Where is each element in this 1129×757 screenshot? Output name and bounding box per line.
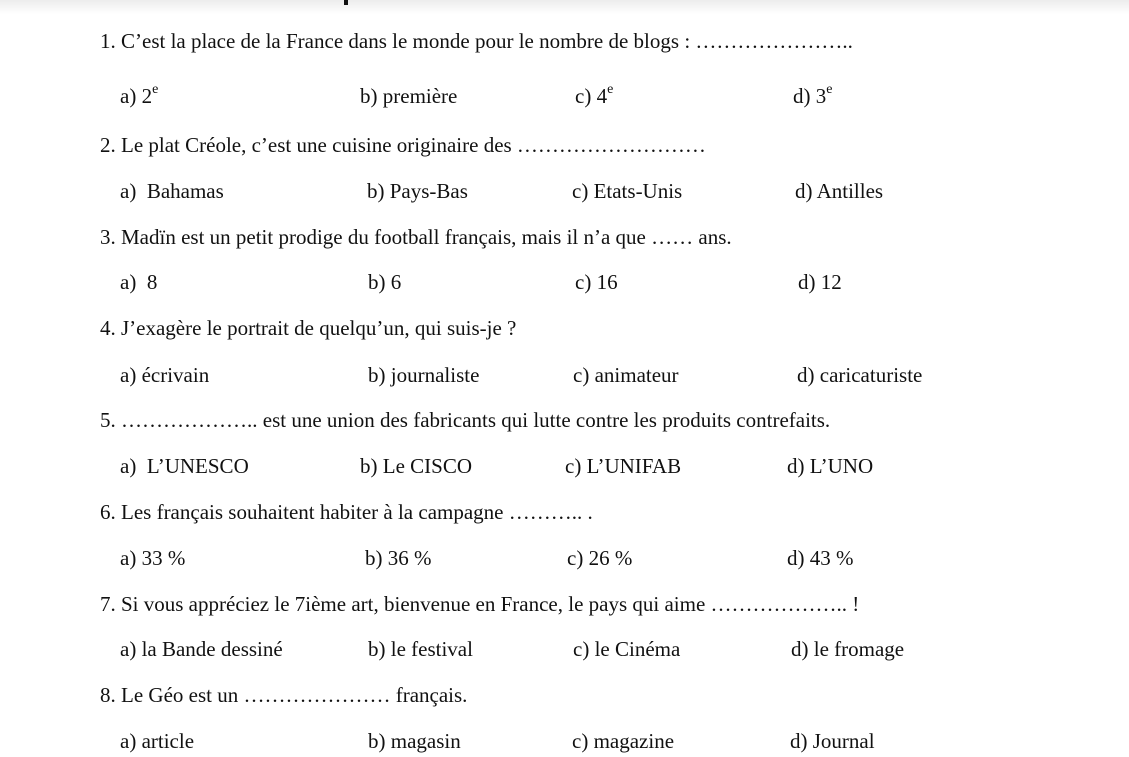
- option-text: 26 %: [588, 546, 633, 570]
- option-text: article: [141, 729, 195, 753]
- option-text: le Cinéma: [594, 637, 681, 661]
- option-7d: [791, 637, 904, 661]
- option-2d: [795, 179, 883, 203]
- option-label: d): [790, 729, 808, 753]
- option-text: écrivain: [141, 363, 210, 387]
- option-text: 3: [815, 84, 827, 108]
- option-superscript: e: [152, 82, 159, 97]
- question-5: [100, 408, 830, 432]
- option-4a: [120, 363, 209, 387]
- option-5b: [360, 454, 472, 478]
- option-text: Bahamas: [141, 179, 224, 203]
- option-text: L’UNO: [809, 454, 874, 478]
- option-label: c): [575, 270, 592, 294]
- question-7: [100, 592, 859, 616]
- option-text: 43 %: [809, 546, 854, 570]
- option-label: b): [368, 270, 386, 294]
- option-6d: [787, 546, 854, 570]
- question-number: 5.: [100, 408, 116, 432]
- option-text: première: [382, 84, 458, 108]
- option-2c: [572, 179, 682, 203]
- option-text: L’UNIFAB: [586, 454, 682, 478]
- option-1d: [793, 84, 832, 108]
- question-number: 6.: [100, 500, 116, 524]
- option-3a: [120, 270, 157, 294]
- option-7a: [120, 637, 283, 661]
- option-8d: [790, 729, 875, 753]
- option-label: d): [787, 546, 805, 570]
- option-text: magazine: [593, 729, 675, 753]
- option-label: c): [572, 179, 589, 203]
- option-label: b): [368, 363, 386, 387]
- option-text: journaliste: [390, 363, 480, 387]
- option-label: a): [120, 637, 137, 661]
- option-6b: [365, 546, 432, 570]
- option-label: d): [795, 179, 813, 203]
- option-label: a): [120, 363, 137, 387]
- question-8: [100, 683, 467, 707]
- option-text: L’UNESCO: [141, 454, 249, 478]
- option-label: b): [367, 179, 385, 203]
- question-1: [100, 29, 853, 53]
- question-number: 8.: [100, 683, 116, 707]
- option-2a: [120, 179, 224, 203]
- option-text: magasin: [390, 729, 461, 753]
- question-number: 3.: [100, 225, 116, 249]
- option-label: b): [360, 84, 378, 108]
- option-8b: [368, 729, 461, 753]
- option-text: 16: [596, 270, 618, 294]
- option-5a: [120, 454, 249, 478]
- option-text: caricaturiste: [819, 363, 923, 387]
- question-3: [100, 225, 732, 249]
- option-superscript: e: [607, 82, 614, 97]
- option-text: 2: [141, 84, 153, 108]
- question-text: C’est la place de la France dans le monde pour le nombre de blogs : …………………..: [121, 29, 853, 53]
- option-text: la Bande dessiné: [141, 637, 283, 661]
- question-text: ……………….. est une union des fabricants qui lutte contre les produits contrefaits.: [121, 408, 831, 432]
- question-6: [100, 500, 593, 524]
- option-label: a): [120, 84, 137, 108]
- cropped-heading-fragment: [344, 0, 348, 5]
- option-label: d): [798, 270, 816, 294]
- option-8a: [120, 729, 194, 753]
- option-text: 4: [596, 84, 608, 108]
- option-3c: [575, 270, 618, 294]
- option-text: Pays-Bas: [389, 179, 468, 203]
- option-label: d): [797, 363, 815, 387]
- option-text: Etats-Unis: [593, 179, 683, 203]
- option-1a: [120, 84, 158, 108]
- option-label: a): [120, 546, 137, 570]
- option-text: 33 %: [141, 546, 186, 570]
- option-label: c): [572, 729, 589, 753]
- question-number: 4.: [100, 316, 116, 340]
- option-3b: [368, 270, 401, 294]
- option-label: a): [120, 270, 137, 294]
- option-5c: [565, 454, 681, 478]
- option-label: d): [791, 637, 809, 661]
- option-label: a): [120, 729, 137, 753]
- question-text: Madïn est un petit prodige du football français, mais il n’a que …… ans.: [121, 225, 732, 249]
- option-label: b): [365, 546, 383, 570]
- option-7b: [368, 637, 473, 661]
- question-number: 1.: [100, 29, 116, 53]
- option-label: b): [368, 637, 386, 661]
- question-text: Les français souhaitent habiter à la campagne ……….. .: [121, 500, 593, 524]
- option-3d: [798, 270, 842, 294]
- option-label: d): [793, 84, 811, 108]
- option-2b: [367, 179, 468, 203]
- option-8c: [572, 729, 674, 753]
- option-label: c): [575, 84, 592, 108]
- option-6c: [567, 546, 632, 570]
- option-label: d): [787, 454, 805, 478]
- option-text: Journal: [812, 729, 875, 753]
- option-4b: [368, 363, 479, 387]
- option-text: 12: [820, 270, 842, 294]
- option-superscript: e: [826, 82, 833, 97]
- option-5d: [787, 454, 873, 478]
- option-6a: [120, 546, 185, 570]
- question-text: Le plat Créole, c’est une cuisine originaire des ………………………: [121, 133, 706, 157]
- question-text: Si vous appréciez le 7ième art, bienvenue en France, le pays qui aime ……………….. !: [121, 592, 860, 616]
- option-label: c): [567, 546, 584, 570]
- question-number: 2.: [100, 133, 116, 157]
- question-text: J’exagère le portrait de quelqu’un, qui suis-je ?: [121, 316, 517, 340]
- option-label: a): [120, 454, 137, 478]
- option-label: a): [120, 179, 137, 203]
- option-label: c): [573, 363, 590, 387]
- option-label: c): [565, 454, 582, 478]
- option-4c: [573, 363, 679, 387]
- page-top-shadow: [0, 0, 1129, 14]
- option-label: c): [573, 637, 590, 661]
- option-7c: [573, 637, 680, 661]
- option-4d: [797, 363, 922, 387]
- question-4: [100, 316, 516, 340]
- question-2: [100, 133, 706, 157]
- option-1c: [575, 84, 613, 108]
- option-text: Le CISCO: [382, 454, 472, 478]
- option-text: animateur: [594, 363, 679, 387]
- option-label: b): [368, 729, 386, 753]
- option-1b: [360, 84, 457, 108]
- option-text: Antilles: [816, 179, 884, 203]
- option-text: 8: [141, 270, 158, 294]
- option-text: le festival: [390, 637, 473, 661]
- option-text: le fromage: [813, 637, 905, 661]
- option-text: 36 %: [387, 546, 432, 570]
- option-text: 6: [390, 270, 402, 294]
- question-number: 7.: [100, 592, 116, 616]
- question-text: Le Géo est un ………………… français.: [121, 683, 468, 707]
- option-label: b): [360, 454, 378, 478]
